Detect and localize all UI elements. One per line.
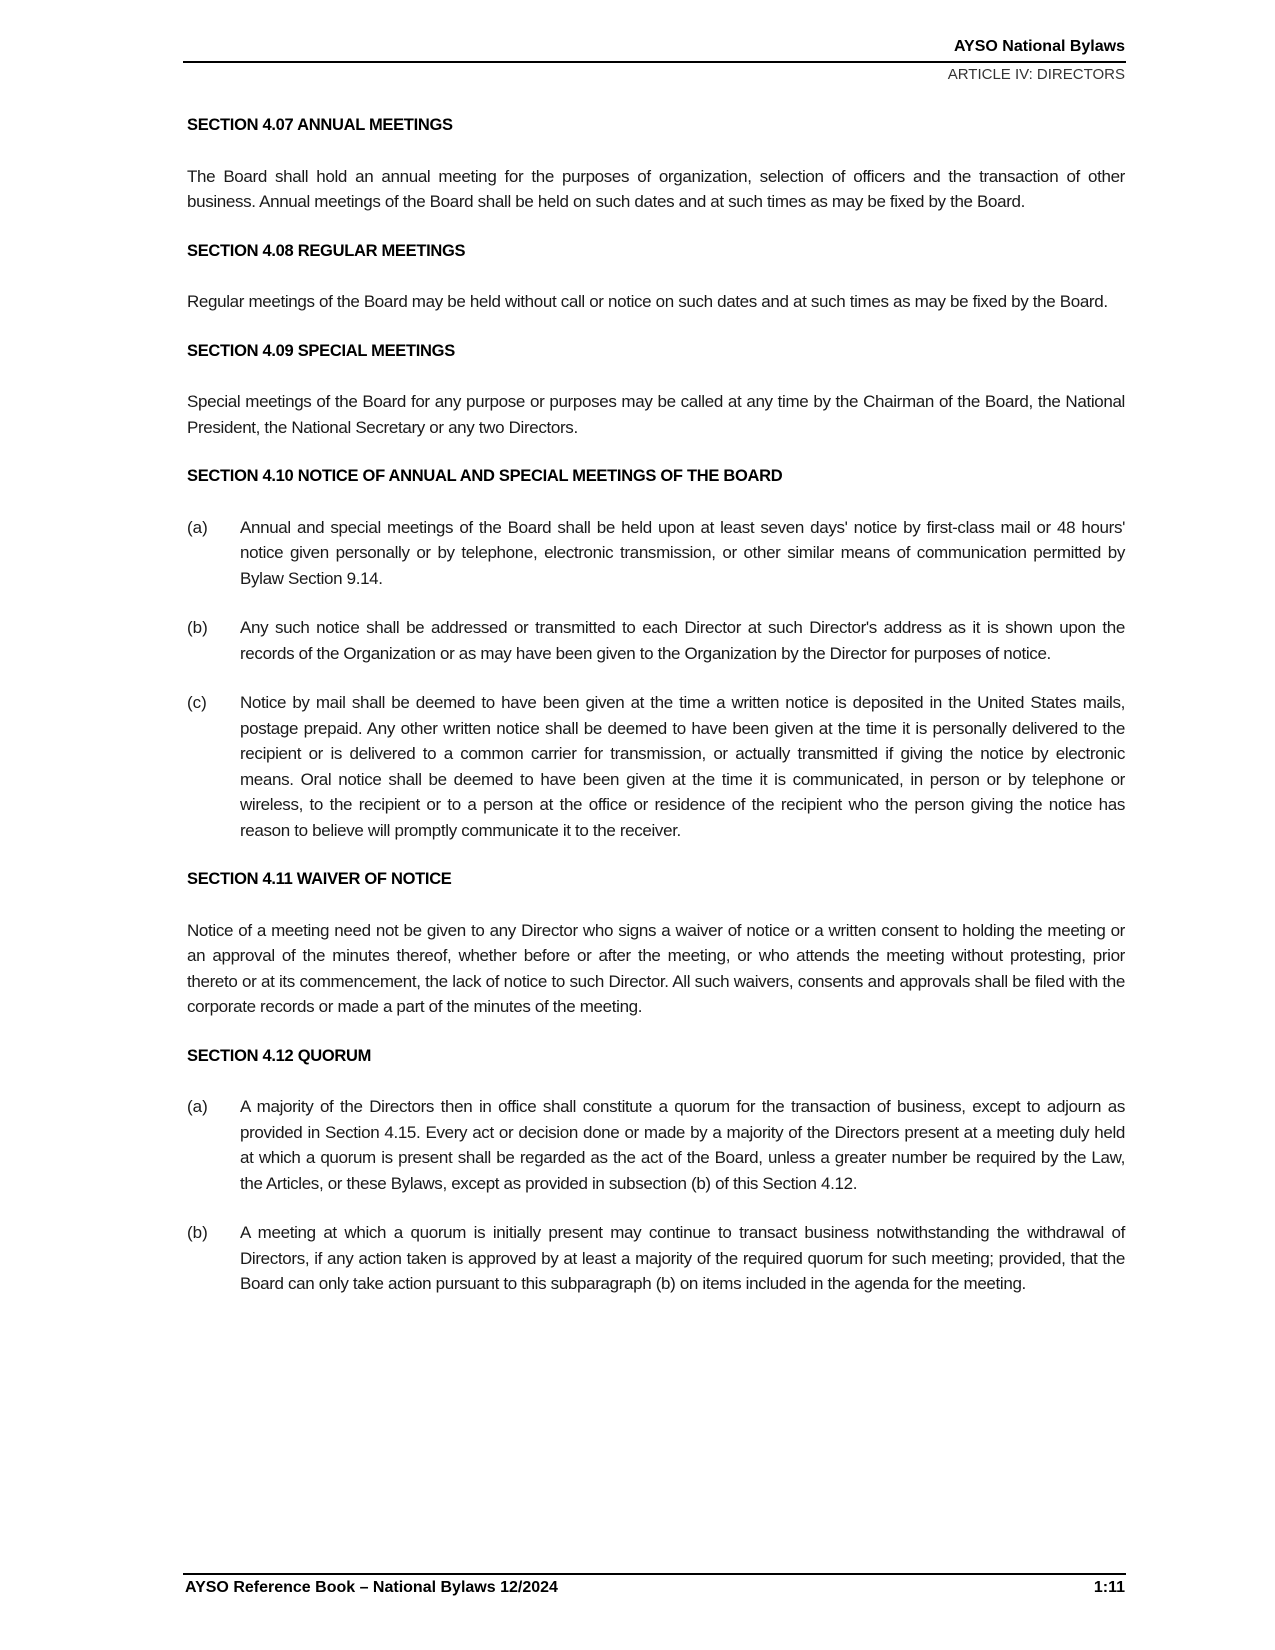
section-heading-4-10: SECTION 4.10 NOTICE OF ANNUAL AND SPECIAL MEETINGS OF THE BOARD [187, 467, 783, 485]
section-heading-4-12: SECTION 4.12 QUORUM [187, 1046, 372, 1065]
footer-title: AYSO Reference Book – National Bylaws 12/2024 [185, 1579, 558, 1596]
list-item-text: Any such notice shall be addressed or transmitted to each Director at such Director's address as it is shown upon the records of the Organization or as may have been given to the Organization by the Director for purposes of notice. [240, 618, 1125, 663]
list-item-text: A majority of the Directors then in office shall constitute a quorum for the transaction of business, except to adjourn as provided in Section 4.15. Every act or decision done or made by a majority of the Directors present at a meeting duly held at which a quorum is present shall be regarded as the act of the Board, unless a greater number be required by the Law, the Articles, or these Bylaws, except as provided in subsection (b) of this Section 4.12. [240, 1097, 1125, 1193]
section-body-4-08: Regular meetings of the Board may be held without call or notice on such dates and at such times as may be fixed by the Board. [187, 292, 1108, 311]
running-header-title: AYSO National Bylaws [953, 38, 1125, 55]
list-item [187, 1220, 1125, 1297]
section-body-4-07: The Board shall hold an annual meeting for the purposes of organization, selection of officers and the transaction of other business. Annual meetings of the Board shall be held on such dates and at such times as may be fixed by the Board. [187, 166, 1125, 211]
section-heading-4-08: SECTION 4.08 REGULAR MEETINGS [187, 241, 466, 260]
list-item-text: Notice by mail shall be deemed to have been given at the time a written notice is deposited in the United States mails, postage prepaid. Any other written notice shall be deemed to have been given at the time it is personally delivered to the recipient or is delivered to a common carrier for transmission, or actually transmitted if giving the notice by electronic means. Oral notice shall be deemed to have been given at the time it is communicated, in person or by telephone or wireless, to the recipient or to a person at the office or residence of the recipient who the person giving the notice has reason to believe will promptly communicate it to the receiver. [240, 693, 1125, 840]
section-body-4-09: Special meetings of the Board for any purpose or purposes may be called at any time by the Chairman of the Board, the National President, the National Secretary or any two Directors. [187, 392, 1125, 437]
list-item [187, 515, 1125, 592]
document-body [187, 113, 1125, 1297]
section-body-4-11: Notice of a meeting need not be given to any Director who signs a waiver of notice or a written consent to holding the meeting or an approval of the minutes thereof, whether before or after the meeting, or who attends the meeting without protesting, prior thereto or at its commencement, the lack of notice to such Director. All such waivers, consents and approvals shall be filed with the corporate records or made a part of the minutes of the meeting. [187, 920, 1125, 1016]
section-heading-4-11: SECTION 4.11 WAIVER OF NOTICE [187, 870, 452, 888]
list-item-label: (a) [187, 517, 208, 537]
page-number: 1:11 [1093, 1579, 1125, 1596]
footer-rule [183, 1573, 1126, 1575]
header-rule [183, 61, 1126, 63]
section-heading-4-09: SECTION 4.09 SPECIAL MEETINGS [187, 341, 455, 360]
running-header-subtitle: ARTICLE IV: DIRECTORS [947, 66, 1125, 83]
list-item [187, 690, 1125, 843]
section-heading-4-07: SECTION 4.07 ANNUAL MEETINGS [187, 116, 453, 134]
list-item-label: (b) [187, 618, 208, 637]
list-item-text: Annual and special meetings of the Board shall be held upon at least seven days' notice by first-class mail or 48 hours' notice given personally or by telephone, electronic transmission, or other similar means of communication permitted by Bylaw Section 9.14. [240, 517, 1125, 588]
list-item [187, 1094, 1125, 1196]
list-item-text: A meeting at which a quorum is initially present may continue to transact business notwithstanding the withdrawal of Directors, if any action taken is approved by at least a majority of the required quorum for such meeting; provided, that the Board can only take action pursuant to this subparagraph (b) on items included in the agenda for the meeting. [240, 1223, 1125, 1293]
list-item [187, 615, 1125, 666]
list-item-label: (b) [187, 1223, 208, 1242]
list-item-label: (a) [187, 1097, 208, 1116]
list-item-label: (c) [187, 693, 207, 712]
